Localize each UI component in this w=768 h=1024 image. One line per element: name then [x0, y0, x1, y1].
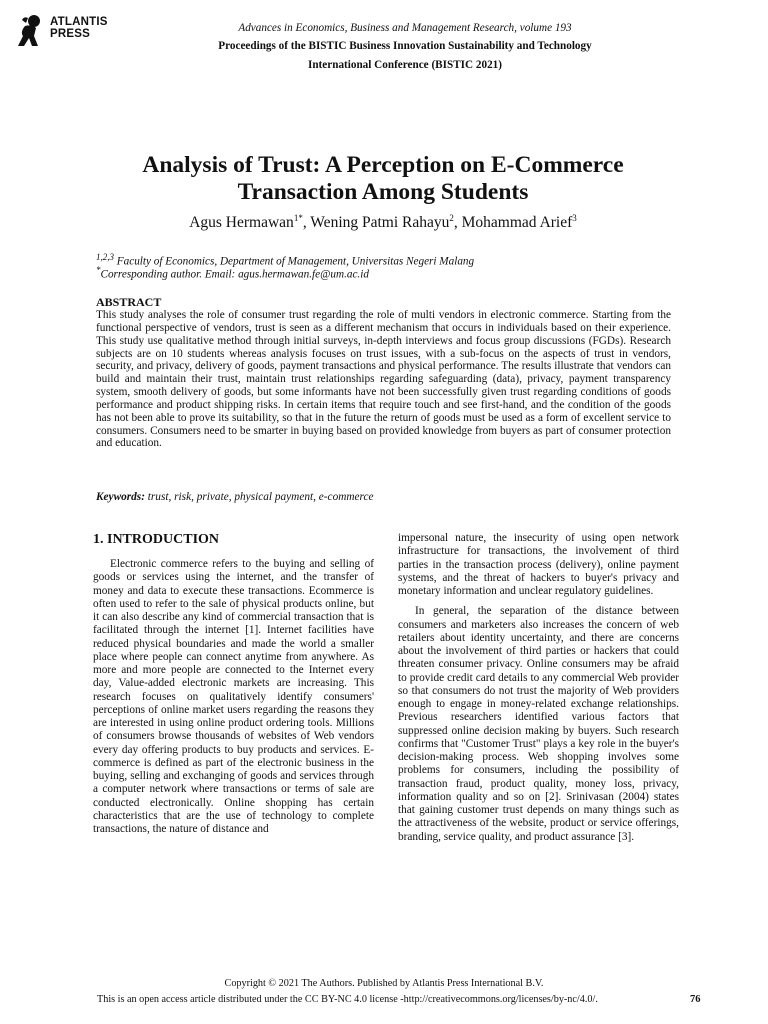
proceedings-header: Proceedings of the BISTIC Business Innovation Sustainability and Technology — [218, 40, 592, 52]
affiliation: $^{1,2,3}$ Faculty of Economics, Department of Management, Universitas Negeri Malang — [96, 252, 475, 268]
page-number: 76 — [690, 994, 701, 1005]
publisher-logo — [14, 14, 124, 50]
author-list: Agus Hermawan$^{1*}$, Wening Patmi Rahayu$^2$, Mohammad Arief$^3$ — [189, 213, 577, 232]
atlas-figure-icon — [14, 14, 46, 48]
copyright-notice: Copyright © 2021 The Authors. Published by Atlantis Press International B.V. — [224, 978, 544, 989]
series-header: Advances in Economics, Business and Management Research, volume 193 — [238, 22, 572, 34]
paper-title: Analysis of Trust: A Perception on E-Commerce Transaction Among Students — [142, 152, 624, 205]
author-name: Wening Patmi Rahayu — [310, 214, 450, 232]
abstract-text: This study analyses the role of consumer trust regarding the role of multi vendors in electronic commerce. Starting from the functional perspective of vendors, trust is seen as a different mechanism that occurs in individuals based on their experience. This study use qualitative method through initial surveys, in-depth interviews and focus group discussions (FGDs). Research subjects are on 10 students whereas analysis focuses on trust issues, with a sub-focus on the aspects of trust in vendors, security, and privacy, delivery of goods, payment transactions and physical performance. The results illustrate that vendors can build and maintain their trust, maintain trust relationships regarding safeguarding (data), privacy, payment transparency system, smooth delivery of goods, but some informants have not been successfully given trust regarding conditions of goods performance and product shipping risks. In certain items that require touch and see first-hand, and the condition of the goods has not been able to prove its suitability, so that in the future the return of goods must be used as a form of excellent service to consumers. Consumers need to be smarter in buying based on provided knowledge from buyers as part of consumer protection and education. — [96, 309, 671, 450]
keywords-list: trust, risk, private, physical payment, e-commerce — [144, 491, 374, 503]
author-name: Agus Hermawan — [189, 214, 294, 232]
author-name: Mohammad Arief — [461, 214, 573, 232]
section-heading-introduction: 1. INTRODUCTION — [93, 532, 220, 547]
conference-header: International Conference (BISTIC 2021) — [307, 59, 503, 71]
author-affiliation-mark: 2 — [449, 213, 454, 223]
body-paragraph: In general, the separation of the distance between consumers and marketers also increases the concern of web retailers about identity uncertainty, and there are concerns about the involvement of third parties or hackers that could threaten consumer privacy. Online consumers may be afraid to provide credit card details to any commercial Web provider so that consumers do not trust the majority of Web providers enough to engage in money-related exchange relationships. Previous researchers identified various factors that suppressed online decision making by buyers. Such research confirms that "Customer Trust" plays a key role in the buyer's decision-making process. Web shopping involves some problems for consumers, including the possibility of transaction fraud, product quality, money loss, privacy, information quality and so on [2]. Srinivasan (2004) states that gaining customer trust depends on many things such as the attractiveness of the website, product or service offerings, branding, service quality, and product assurance [3]. — [398, 605, 679, 843]
keywords — [96, 491, 374, 503]
abstract-heading: ABSTRACT — [96, 295, 162, 309]
body-paragraph: impersonal nature, the insecurity of using open network infrastructure for transactions, the involvement of third parties in the transaction process (delivery), online payment systems, and the threat of hackers to buyer's privacy and monetary information and unclear regulatory guidelines. — [398, 532, 679, 597]
left-column — [93, 558, 374, 843]
author-affiliation-mark: 3 — [572, 213, 577, 223]
author-affiliation-mark: 1* — [293, 213, 303, 223]
license-notice: This is an open access article distributed under the CC BY-NC 4.0 license -http://creativecommons.org/licenses/by-nc/4.0/. — [97, 994, 598, 1005]
corresponding-author: *Corresponding author. Email: agus.hermawan.fe@um.ac.id — [96, 265, 369, 281]
right-column — [398, 532, 679, 851]
body-paragraph: Electronic commerce refers to the buying and selling of goods or services using the internet, and the transfer of money and data to execute these transactions. Ecommerce is often used to refer to the sale of physical products online, but it can also describe any kind of commercial transaction that is facilitated through the internet [1]. Internet facilities have reduced physical boundaries and made the world a smaller place where people can connect anytime from anywhere. As more and more people are connected to the Internet every day, Value-added electronic markets are increasing. This research focuses on qualitatively identify consumers' perceptions of online market users regarding the reasons they are interested in using online product ordering tools. Millions of consumers browse thousands of websites of Web vendors every day offering products to buy products and services. E-commerce is defined as part of the electronic business in the buying, selling and exchanging of goods and services through a computer network where transactions or terms of sale are conducted electronically. Online shopping has certain characteristics that are the use of technology to complete transactions, the nature of distance and — [93, 558, 374, 835]
keywords-label: Keywords: — [96, 491, 145, 503]
publisher-name: ATLANTIS PRESS — [50, 16, 108, 40]
